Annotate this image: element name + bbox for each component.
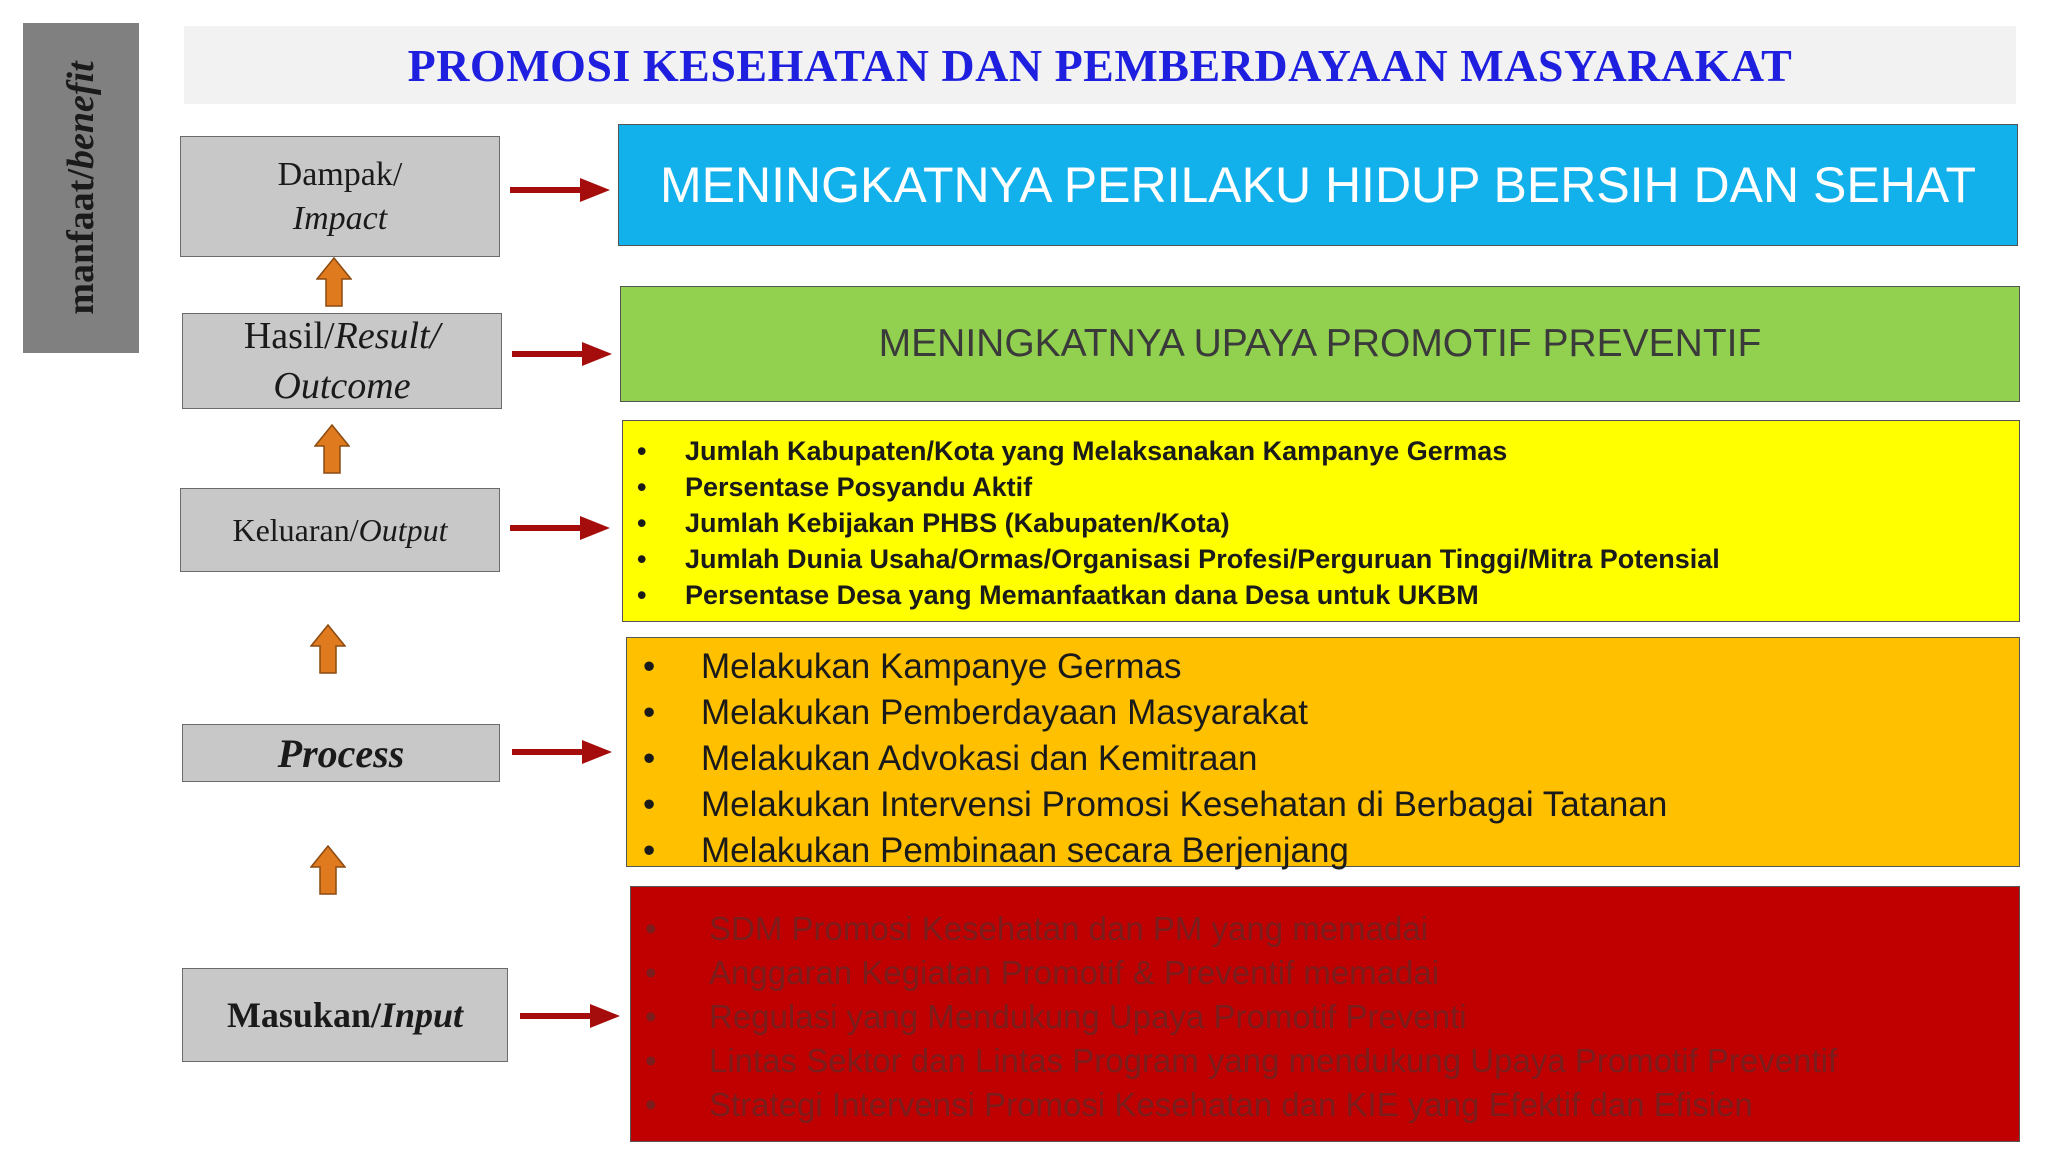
output-item: [637, 541, 2019, 577]
bullet-mark: •: [643, 831, 656, 870]
input-item-text: Anggaran Kegiatan Promotif & Preventif memadai: [709, 954, 1440, 991]
level-impact-line1: Dampak/: [277, 155, 403, 193]
bullet-mark: •: [637, 544, 647, 574]
process-item-text: Melakukan Pembinaan secara Berjenjang: [701, 831, 1349, 870]
right-arrow-result: [512, 340, 612, 368]
impact-text: MENINGKATNYA PERILAKU HIDUP BERSIH DAN SEHAT: [659, 157, 1976, 213]
bullet-mark: •: [637, 508, 647, 538]
bullet-mark: •: [637, 580, 647, 610]
input-item-text: Lintas Sektor dan Lintas Program yang mendukung Upaya Promotif Preventif: [709, 1042, 1838, 1079]
up-arrow-result-to-impact: [316, 257, 352, 307]
output-item: [637, 433, 2019, 469]
up-arrow-shape: [315, 425, 349, 473]
output-item-text: Jumlah Dunia Usaha/Ormas/Organisasi Profesi/Perguruan Tinggi/Mitra Potensial: [685, 544, 1720, 574]
impact-box: [618, 124, 2018, 246]
output-item-text: Persentase Posyandu Aktif: [685, 472, 1033, 502]
bullet-mark: •: [643, 693, 656, 732]
process-item: [643, 644, 2019, 690]
up-arrow-shape: [311, 846, 345, 894]
up-arrow-shape: [311, 625, 345, 673]
input-item-text: Strategi Intervensi Promosi Kesehatan dan KIE yang Efektif dan Efisien: [709, 1086, 1753, 1123]
input-item: [645, 995, 2019, 1039]
title-bar: [184, 26, 2016, 104]
up-arrow-input-to-process: [310, 845, 346, 895]
output-item: [637, 577, 2019, 613]
process-item: [643, 782, 2019, 828]
right-arrow-input: [520, 1002, 620, 1030]
level-impact-line2: Impact: [292, 199, 388, 237]
level-result-box: [182, 313, 502, 409]
input-list: [645, 907, 2019, 1127]
bullet-mark: •: [645, 910, 657, 947]
bullet-mark: •: [645, 954, 657, 991]
input-item: [645, 1083, 2019, 1127]
output-box: [622, 420, 2020, 622]
input-item-text: SDM Promosi Kesehatan dan PM yang memadai: [709, 910, 1429, 947]
level-output-label: Keluaran/Output: [232, 511, 448, 548]
process-item: [643, 828, 2019, 874]
process-list: [643, 644, 2019, 874]
bullet-mark: •: [637, 472, 647, 502]
right-arrow-output: [510, 514, 610, 542]
input-box: [630, 886, 2020, 1142]
process-item: [643, 690, 2019, 736]
bullet-mark: •: [645, 1042, 657, 1079]
level-input-box: [182, 968, 508, 1062]
result-text: MENINGKATNYA UPAYA PROMOTIF PREVENTIF: [878, 322, 1762, 365]
level-process-label: Process: [277, 730, 405, 776]
bullet-mark: •: [643, 739, 656, 778]
right-arrow-process: [512, 738, 612, 766]
bullet-mark: •: [643, 647, 656, 686]
bullet-mark: •: [637, 436, 647, 466]
process-item-text: Melakukan Intervensi Promosi Kesehatan di Berbagai Tatanan: [701, 785, 1668, 824]
input-item: [645, 907, 2019, 951]
up-arrow-shape: [317, 258, 351, 306]
output-item-text: Jumlah Kabupaten/Kota yang Melaksanakan Kampanye Germas: [685, 436, 1508, 466]
input-item: [645, 1039, 2019, 1083]
output-item: [637, 469, 2019, 505]
process-item-text: Melakukan Kampanye Germas: [701, 647, 1182, 686]
level-output-box: [180, 488, 500, 572]
input-item-text: Regulasi yang Mendukung Upaya Promotif Preventi: [709, 998, 1467, 1035]
bullet-mark: •: [643, 785, 656, 824]
up-arrow-process-to-output: [310, 624, 346, 674]
page-title: PROMOSI KESEHATAN DAN PEMBERDAYAAN MASYARAKAT: [407, 39, 1793, 91]
output-item: [637, 505, 2019, 541]
input-item: [645, 951, 2019, 995]
level-impact-box: [180, 136, 500, 257]
right-arrow-impact: [510, 176, 610, 204]
level-process-box: [182, 724, 500, 782]
result-box: [620, 286, 2020, 402]
up-arrow-output-to-result: [314, 424, 350, 474]
level-result-line2: Outcome: [273, 365, 411, 407]
output-item-text: Persentase Desa yang Memanfaatkan dana Desa untuk UKBM: [685, 580, 1479, 610]
process-item-text: Melakukan Advokasi dan Kemitraan: [701, 739, 1258, 778]
output-item-text: Jumlah Kebijakan PHBS (Kabupaten/Kota): [685, 508, 1230, 538]
process-box: [626, 637, 2020, 870]
bullet-mark: •: [645, 998, 657, 1035]
level-input-label: Masukan/Input: [226, 995, 464, 1035]
side-label-benefit: [23, 23, 139, 353]
process-item-text: Melakukan Pemberdayaan Masyarakat: [701, 693, 1308, 732]
side-label-text: manfaat/benefit: [60, 61, 102, 315]
bullet-mark: •: [645, 1086, 657, 1123]
process-item: [643, 736, 2019, 782]
level-result-line1: Hasil/Result/: [243, 315, 441, 357]
output-list: [637, 433, 2019, 613]
